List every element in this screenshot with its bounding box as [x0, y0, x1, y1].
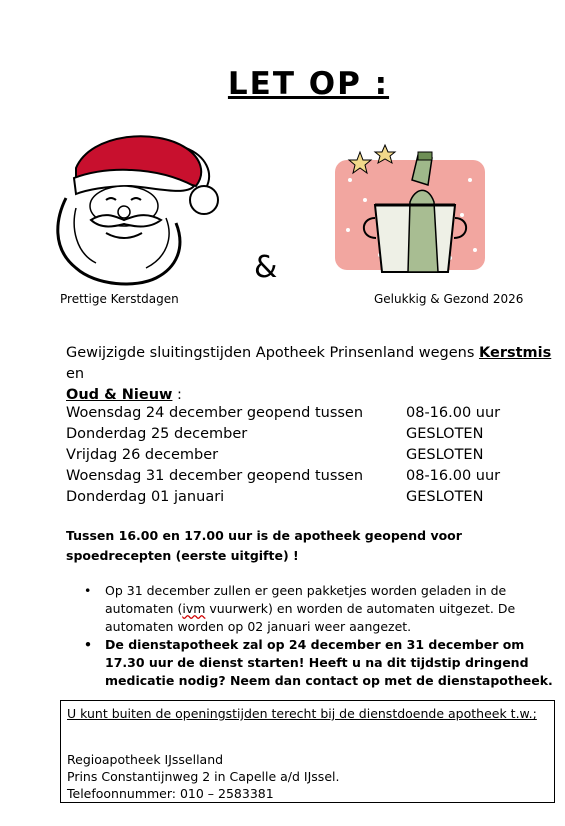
bullet-icon: •	[84, 637, 92, 652]
bullet-text-end: vuurwerk) en worden de automaten uitgezet. De automaten worden op 02 januari weer aangezet.	[105, 601, 516, 634]
pharmacy-phone: Telefoonnummer: 010 – 2583381	[67, 786, 274, 801]
intro-after: :	[172, 387, 182, 403]
ampersand: &	[254, 250, 278, 285]
contact-box	[60, 700, 555, 803]
schedule-value: 08-16.00 uur	[406, 468, 501, 484]
schedule-day: Vrijdag 26 december	[66, 447, 219, 463]
intro-between: en	[66, 366, 85, 382]
schedule-row	[66, 445, 556, 466]
schedule-table	[66, 403, 556, 508]
schedule-day: Woensdag 31 december geopend tussen	[66, 468, 364, 484]
schedule-value: GESLOTEN	[406, 426, 484, 442]
intro-word-christmas: Kerstmis	[479, 345, 552, 361]
schedule-row	[66, 424, 556, 445]
schedule-row	[66, 403, 556, 424]
list-item	[84, 636, 554, 690]
schedule-day: Woensdag 24 december geopend tussen	[66, 405, 364, 421]
page-title: LET OP :	[227, 66, 390, 102]
urgent-prescription-note: Tussen 16.00 en 17.00 uur is de apotheek geopend voor spoedrecepten (eerste uitgifte) !	[66, 528, 462, 563]
intro-text: Gewijzigde sluitingstijden Apotheek Prinsenland wegens	[66, 345, 480, 361]
schedule-row	[66, 466, 556, 487]
list-item	[84, 582, 554, 636]
contact-heading: U kunt buiten de openingstijden terecht bij de dienstdoende apotheek t.w.;	[67, 706, 537, 721]
bullet-text: Op 31 december zullen er geen pakketjes worden geladen in de automaten (	[105, 583, 507, 616]
santa-claus-illustration	[36, 128, 226, 288]
schedule-value: GESLOTEN	[406, 447, 484, 463]
schedule-day: Donderdag 25 december	[66, 426, 248, 442]
pharmacy-address: Prins Constantijnweg 2 in Capelle a/d IJssel.	[67, 769, 340, 784]
caption-new-year: Gelukkig & Gezond 2026	[374, 292, 524, 306]
bullet-text: De dienstapotheek zal op 24 december en 31 december om 17.30 uur de dienst starten! Heeft u na dit tijdstip dringend medicatie nodig? Neem dan contact op met de dienstapotheek.	[105, 637, 553, 688]
schedule-value: 08-16.00 uur	[406, 405, 501, 421]
bullet-list	[84, 582, 554, 690]
schedule-day: Donderdag 01 januari	[66, 489, 225, 505]
bullet-icon: •	[84, 583, 92, 598]
pharmacy-name: Regioapotheek IJsselland	[67, 752, 224, 767]
bullet-marked-word: ivm	[182, 601, 206, 616]
schedule-row	[66, 487, 556, 508]
schedule-value: GESLOTEN	[406, 489, 484, 505]
caption-christmas: Prettige Kerstdagen	[60, 292, 179, 306]
intro-word-new-year: Oud & Nieuw	[66, 387, 173, 403]
intro-paragraph	[66, 343, 556, 406]
champagne-bucket-illustration	[330, 140, 500, 285]
